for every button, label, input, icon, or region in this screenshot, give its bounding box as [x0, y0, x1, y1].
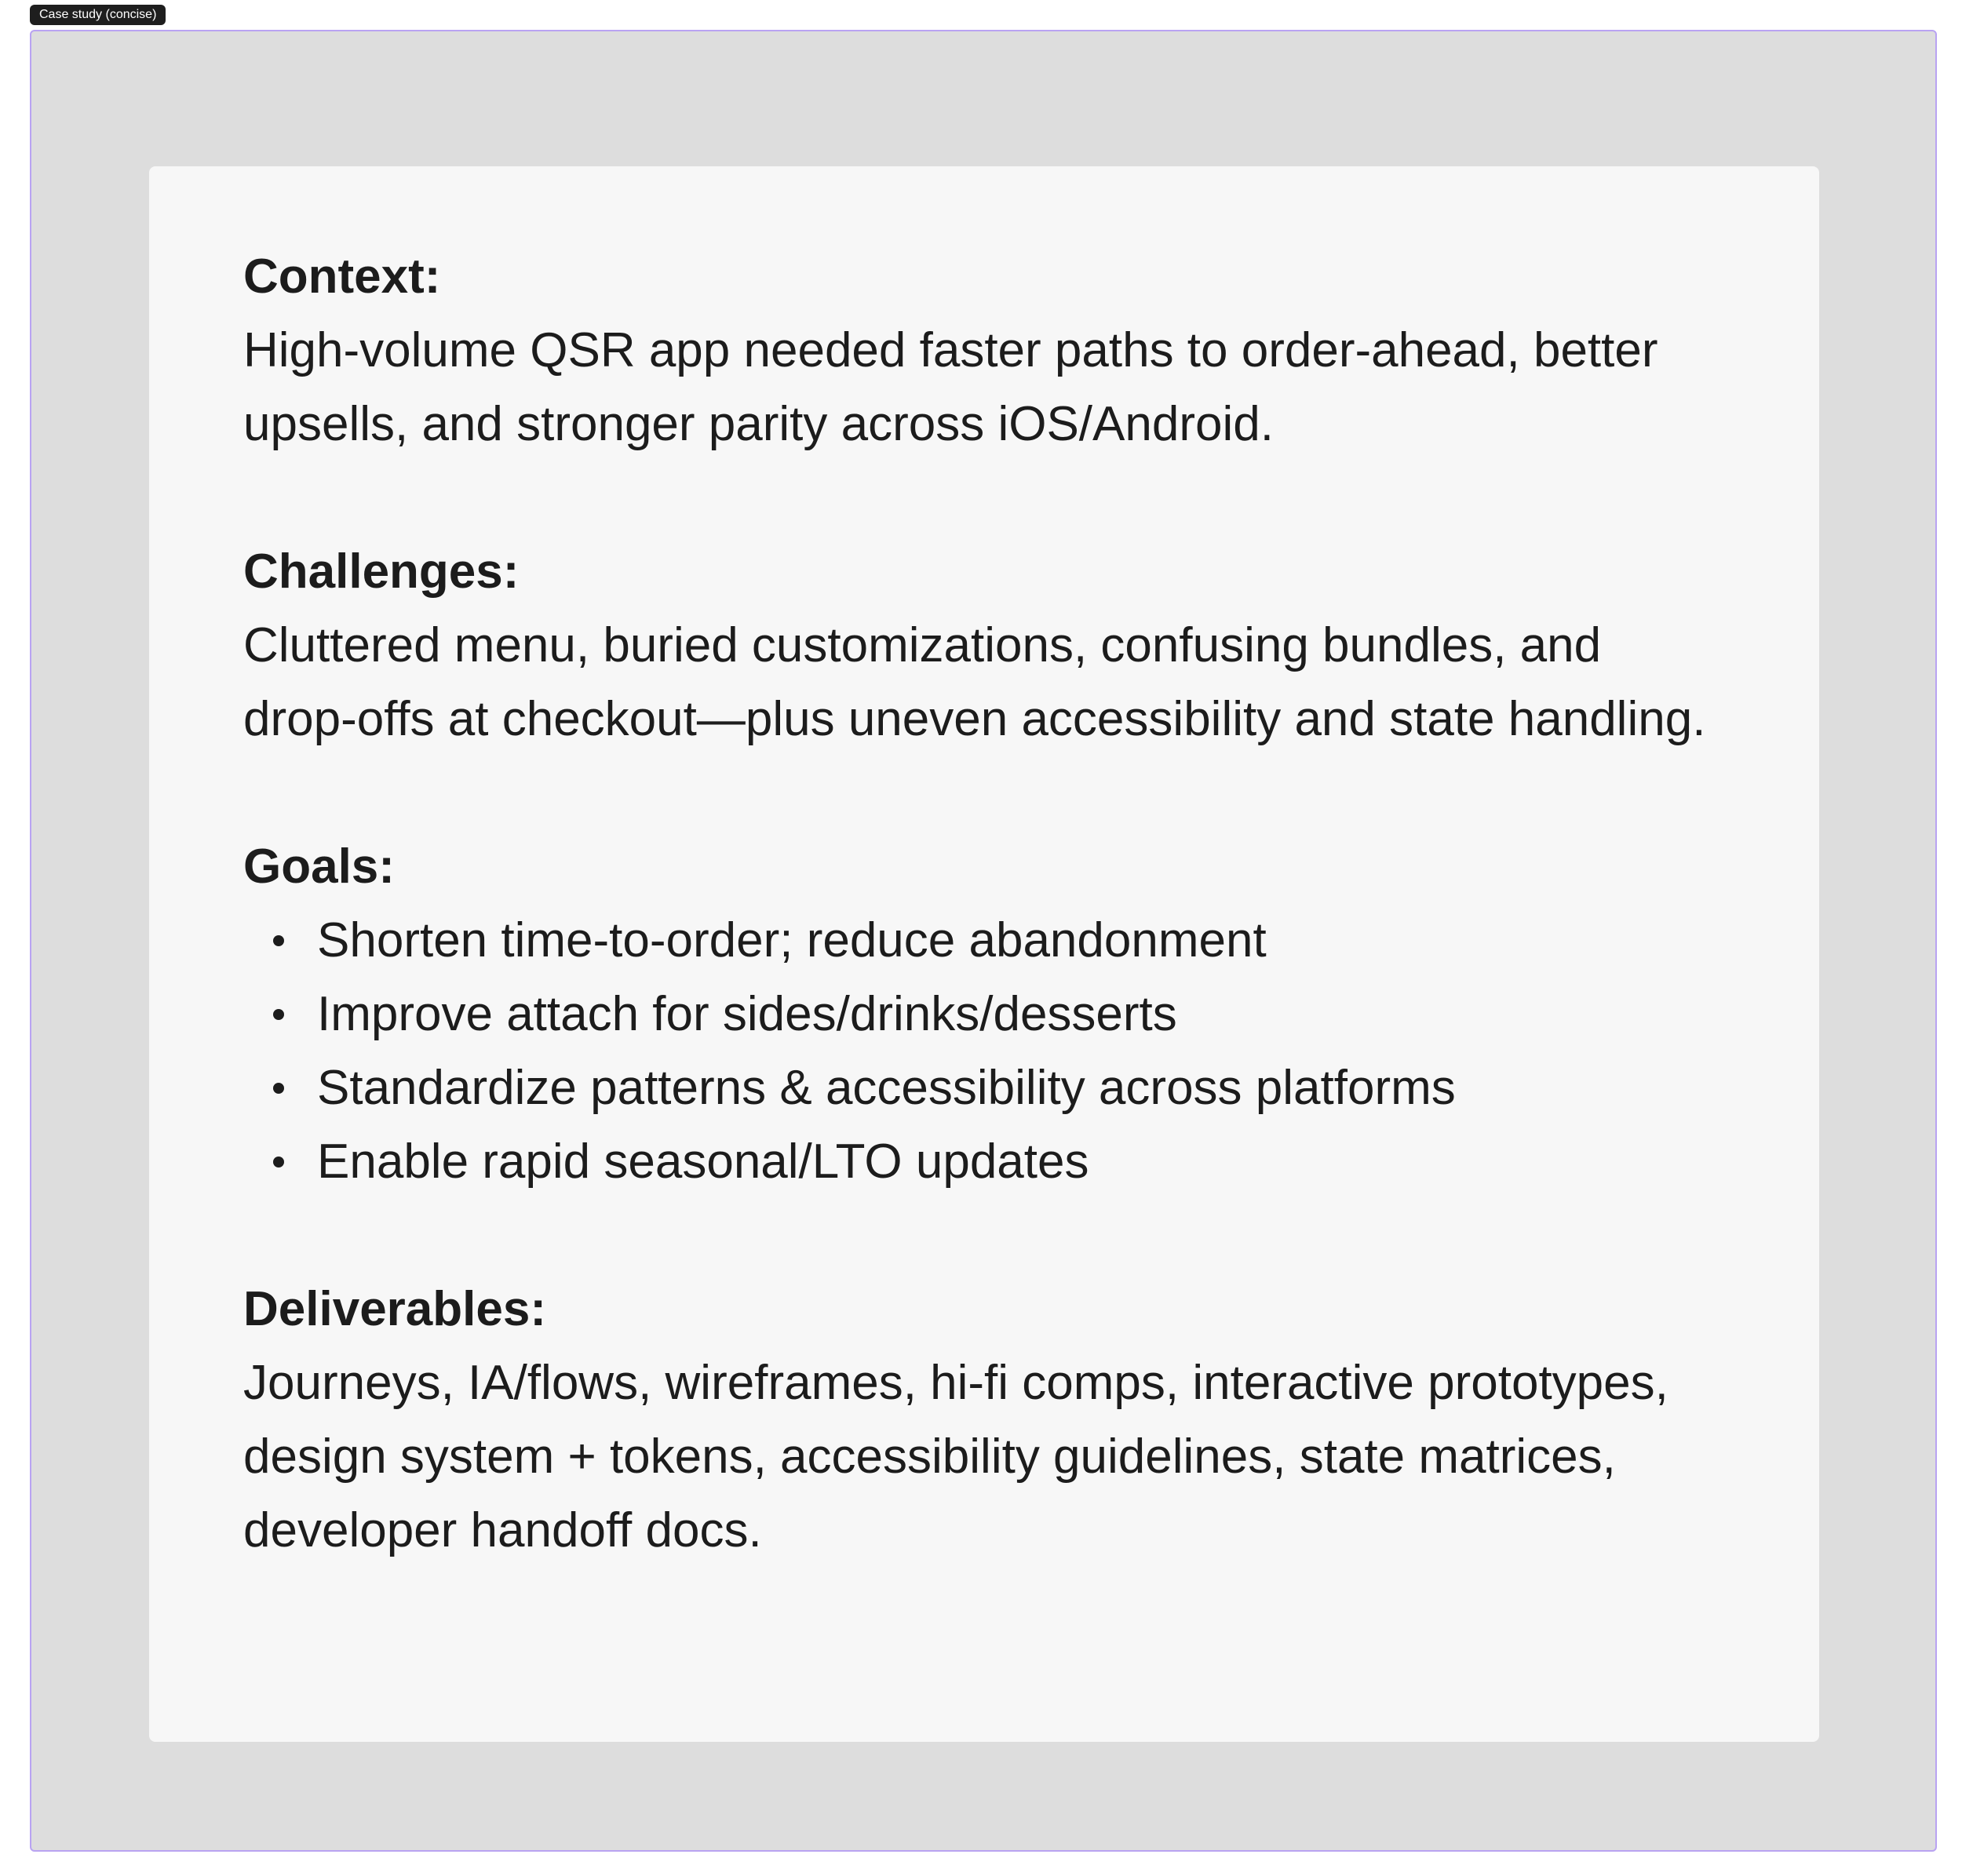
- goals-list: [243, 904, 1725, 1199]
- bullet-dot-icon: [273, 1157, 284, 1167]
- goals-item-text: Shorten time-to-order; reduce abandonment: [317, 913, 1267, 967]
- text-card: [149, 166, 1819, 1742]
- frame-label[interactable]: Case study (concise): [30, 5, 166, 25]
- challenges-body: Cluttered menu, buried customizations, confusing bundles, and drop-offs at checkout—plus uneven accessibility and state handling.: [243, 618, 1706, 746]
- goals-list-item: [243, 1125, 1725, 1199]
- deliverables-heading: Deliverables:: [243, 1282, 546, 1336]
- challenges-section: [243, 535, 1725, 756]
- bullet-dot-icon: [273, 1009, 284, 1020]
- bullet-dot-icon: [273, 1083, 284, 1094]
- deliverables-body: Journeys, IA/flows, wireframes, hi-fi comps, interactive prototypes, design system + tokens, accessibility guidelines, state matrices, developer handoff docs.: [243, 1356, 1668, 1557]
- context-section: [243, 240, 1725, 461]
- goals-section: [243, 830, 1725, 1199]
- case-study-frame[interactable]: [30, 30, 1937, 1852]
- context-heading: Context:: [243, 250, 441, 304]
- bullet-dot-icon: [273, 935, 284, 946]
- goals-list-item: [243, 978, 1725, 1051]
- goals-item-text: Standardize patterns & accessibility across platforms: [317, 1061, 1456, 1115]
- goals-list-item: [243, 1051, 1725, 1125]
- goals-item-text: Improve attach for sides/drinks/desserts: [317, 987, 1177, 1041]
- goals-list-item: [243, 904, 1725, 978]
- deliverables-section: [243, 1273, 1725, 1568]
- challenges-heading: Challenges:: [243, 545, 520, 599]
- context-body: High-volume QSR app needed faster paths to order-ahead, better upsells, and stronger parity across iOS/Android.: [243, 323, 1658, 451]
- goals-heading: Goals:: [243, 840, 395, 894]
- goals-item-text: Enable rapid seasonal/LTO updates: [317, 1135, 1089, 1189]
